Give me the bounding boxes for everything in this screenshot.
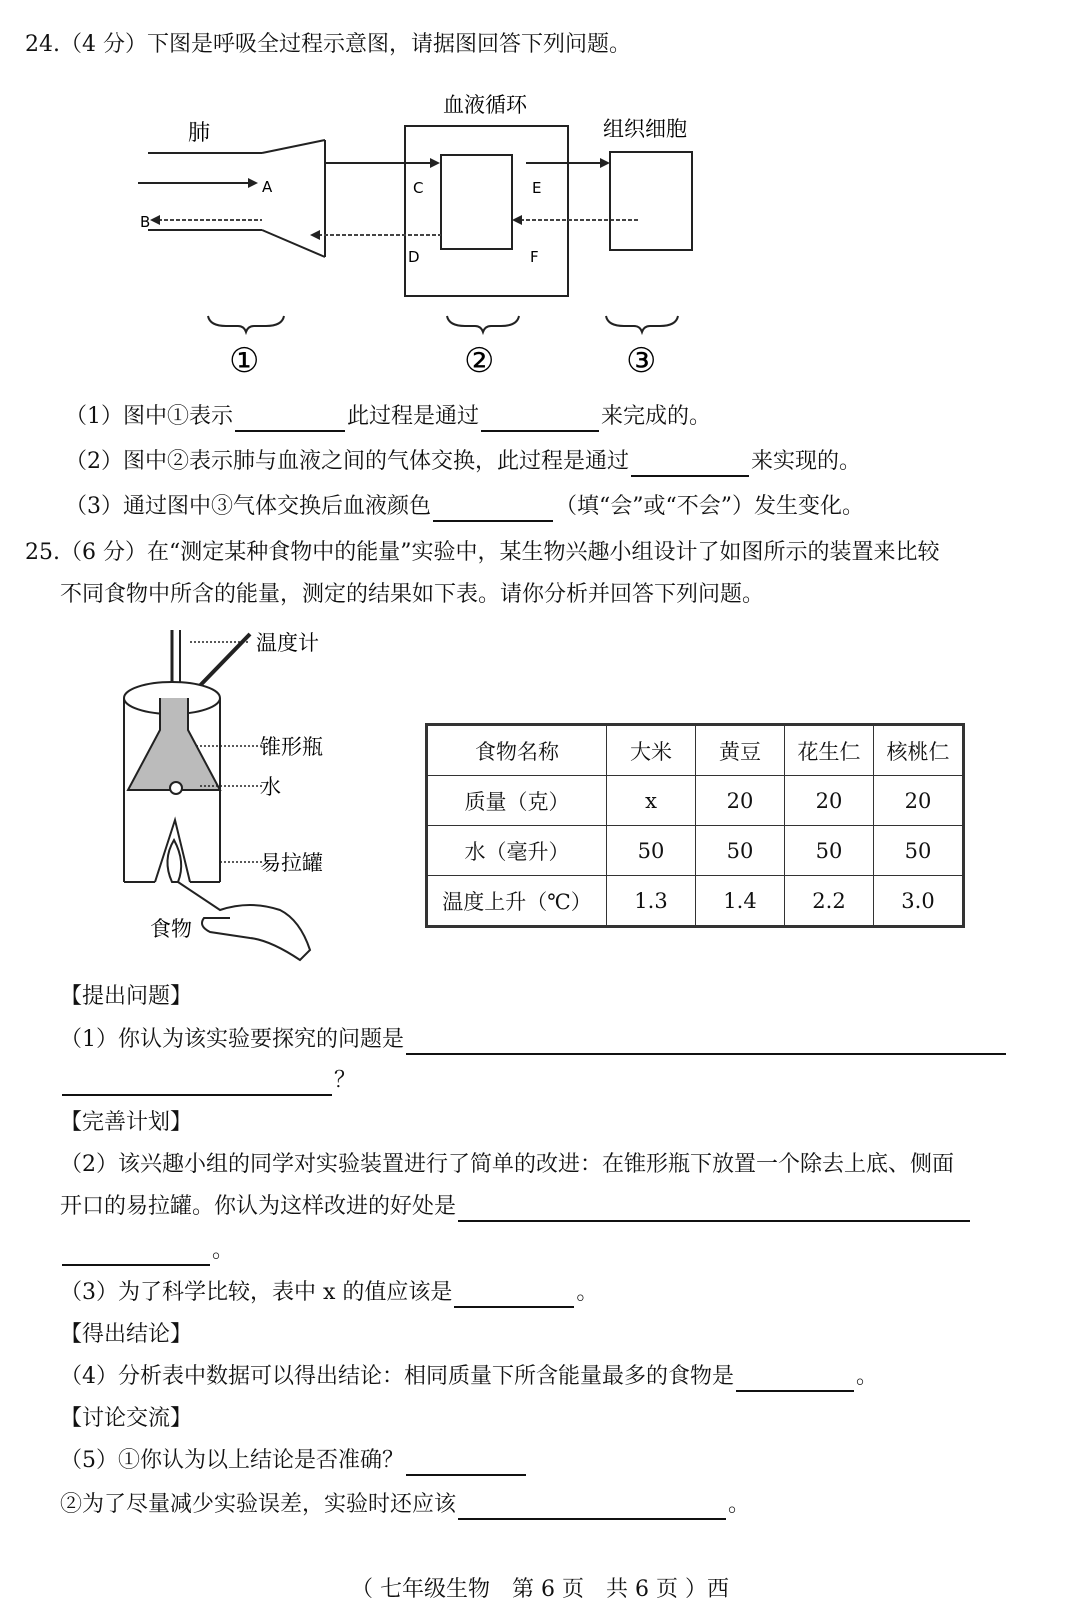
- letter-d: D: [408, 248, 420, 266]
- table-cell: 20: [785, 776, 874, 826]
- table-cell: 1.3: [607, 876, 696, 927]
- q25-p3-text: （3）为了科学比较，表中 x 的值应该是: [60, 1280, 453, 1305]
- brace-2: [447, 316, 519, 332]
- q24-sub3: [65, 492, 864, 522]
- brace-3: [606, 316, 678, 332]
- arrow-d-head: [310, 230, 320, 240]
- answer-blank-1a[interactable]: [235, 406, 345, 432]
- arrow-c-head: [430, 158, 440, 168]
- hand: [178, 882, 310, 960]
- q25-p1-cont: [60, 1066, 356, 1096]
- label-tissue: 组织细胞: [603, 117, 687, 141]
- q25-p5b: [60, 1490, 750, 1520]
- flame: [167, 840, 181, 882]
- q24-sub2-a: （2）图中②表示肺与血液之间的气体交换，此过程是通过: [65, 449, 629, 474]
- q25-title-line2: 不同食物中所含的能量，测定的结果如下表。请你分析并回答下列问题。: [60, 582, 765, 607]
- lung-funnel: [148, 140, 325, 257]
- table-cell: 2.2: [785, 876, 874, 927]
- q24-sub3-a: （3）通过图中③气体交换后血液颜色: [65, 494, 431, 519]
- brace-1: [208, 316, 284, 332]
- letter-f: F: [530, 248, 539, 266]
- answer-blank-p4[interactable]: [736, 1366, 854, 1392]
- answer-blank-3[interactable]: [433, 496, 553, 522]
- blood-outer-box: [405, 126, 568, 296]
- table-cell: 质量（克）: [427, 776, 607, 826]
- answer-blank-p5a[interactable]: [406, 1450, 526, 1476]
- arrow-a-head: [248, 178, 258, 188]
- q25-p1: [60, 1025, 1008, 1055]
- table-cell: 50: [785, 826, 874, 876]
- section-discuss: 【讨论交流】: [60, 1406, 193, 1431]
- q25-p2-text: 开口的易拉罐。你认为这样改进的好处是: [60, 1194, 457, 1219]
- q25-p2-cont: [60, 1236, 234, 1266]
- answer-blank-p2b[interactable]: [62, 1240, 210, 1266]
- section-conclude: 【得出结论】: [60, 1322, 193, 1347]
- table-cell: 3.0: [874, 876, 964, 927]
- table-cell: 50: [607, 826, 696, 876]
- table-header-cell: 花生仁: [785, 725, 874, 776]
- q25-p2-line1: （2）该兴趣小组的同学对实验装置进行了简单的改进：在锥形瓶下放置一个除去上底、侧面: [60, 1152, 955, 1177]
- thermometer-bulb: [170, 782, 182, 794]
- table-header-cell: 大米: [607, 725, 696, 776]
- q25-p4-text: （4）分析表中数据可以得出结论：相同质量下所含能量最多的食物是: [60, 1364, 734, 1389]
- table-header-cell: 核桃仁: [874, 725, 964, 776]
- q24-title: 24.（4 分）下图是呼吸全过程示意图，请据图回答下列问题。: [25, 32, 631, 57]
- marker-1: ①: [229, 341, 260, 381]
- table-header-cell: 食物名称: [427, 725, 607, 776]
- table-cell: x: [607, 776, 696, 826]
- table-row: [427, 826, 964, 876]
- label-water: 水: [260, 775, 281, 799]
- answer-blank-p1b[interactable]: [62, 1070, 332, 1096]
- table-cell: 20: [696, 776, 785, 826]
- answer-blank-1b[interactable]: [481, 406, 599, 432]
- q25-p5-end: 。: [728, 1492, 751, 1517]
- table-cell: 温度上升（℃）: [427, 876, 607, 927]
- q24-sub1-a: （1）图中①表示: [65, 404, 233, 429]
- food-energy-table: [425, 723, 965, 928]
- table-cell: 水（毫升）: [427, 826, 607, 876]
- blood-inner-box: [441, 155, 512, 249]
- page-footer: （ 七年级生物 第 6 页 共 6 页 ）西: [351, 1577, 729, 1602]
- table-cell: 50: [696, 826, 785, 876]
- letter-b: B: [140, 213, 151, 231]
- table-header-cell: 黄豆: [696, 725, 785, 776]
- answer-blank-p1a[interactable]: [406, 1029, 1006, 1055]
- q25-p3: [60, 1278, 598, 1308]
- answer-blank-p3[interactable]: [454, 1282, 574, 1308]
- respiration-diagram: [0, 0, 1080, 400]
- q25-p1-end: ？: [334, 1068, 357, 1093]
- q25-p5b-text: ②为了尽量减少实验误差，实验时还应该: [60, 1492, 457, 1517]
- q24-sub1-b: 此过程是通过: [347, 404, 480, 429]
- answer-blank-2[interactable]: [631, 451, 749, 477]
- q24-sub1-c: 来完成的。: [601, 404, 712, 429]
- tissue-box: [610, 152, 692, 250]
- table-row: [427, 776, 964, 826]
- q25-p3-end: 。: [576, 1280, 599, 1305]
- q24-sub3-b: （填“会”或“不会”）发生变化。: [555, 494, 864, 519]
- q25-p2-line2: [60, 1192, 972, 1222]
- q25-p4: [60, 1362, 878, 1392]
- arrow-b-head: [150, 215, 160, 225]
- q25-p2-end: 。: [212, 1238, 235, 1263]
- q25-p1-text: （1）你认为该实验要探究的问题是: [60, 1027, 404, 1052]
- label-lung: 肺: [188, 121, 211, 146]
- q24-sub2: [65, 447, 861, 477]
- section-ask: 【提出问题】: [60, 984, 193, 1009]
- marker-2: ②: [464, 341, 495, 381]
- q25-p4-end: 。: [856, 1364, 879, 1389]
- letter-e: E: [532, 179, 542, 197]
- label-can: 易拉罐: [260, 851, 323, 875]
- letter-c: C: [413, 179, 424, 197]
- q25-title-line1: 25.（6 分）在“测定某种食物中的能量”实验中，某生物兴趣小组设计了如图所示的装置来比较: [25, 540, 940, 565]
- label-thermometer: 温度计: [256, 631, 319, 655]
- table-cell: 1.4: [696, 876, 785, 927]
- can-opening: [155, 820, 190, 882]
- marker-3: ③: [626, 341, 657, 381]
- q25-p5a: [60, 1446, 528, 1476]
- letter-a: A: [262, 178, 273, 196]
- label-food: 食物: [150, 917, 192, 941]
- table-cell: 20: [874, 776, 964, 826]
- table-cell: 50: [874, 826, 964, 876]
- label-blood: 血液循环: [443, 93, 527, 117]
- section-plan: 【完善计划】: [60, 1110, 193, 1135]
- table-row: [427, 876, 964, 927]
- q24-sub2-b: 来实现的。: [751, 449, 862, 474]
- label-flask: 锥形瓶: [260, 735, 323, 759]
- q24-sub1: [65, 402, 711, 432]
- arrow-e-head: [600, 158, 610, 168]
- flask: [128, 698, 220, 790]
- table-header-row: [427, 725, 964, 776]
- answer-blank-p2a[interactable]: [458, 1196, 970, 1222]
- arrow-f-head: [512, 215, 522, 225]
- answer-blank-p5b[interactable]: [458, 1494, 726, 1520]
- q25-p5a-text: （5）①你认为以上结论是否准确？: [60, 1448, 404, 1473]
